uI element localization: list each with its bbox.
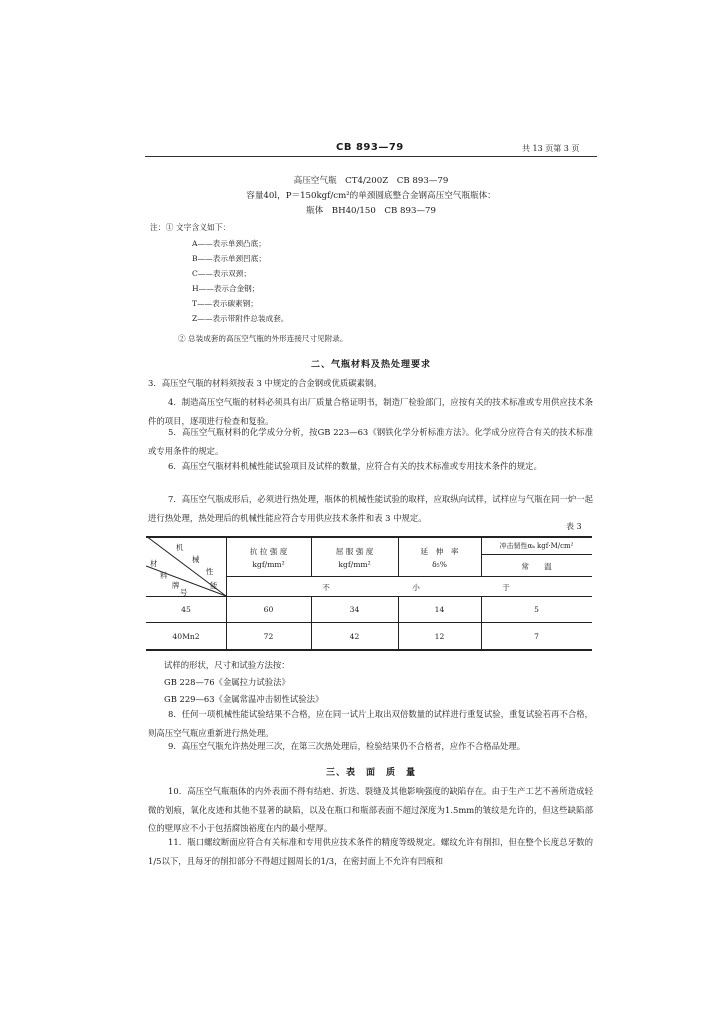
corner-label: 料: [160, 571, 168, 580]
note-item: Z——表示带附件总装成套。: [192, 314, 289, 323]
corner-label: 械: [192, 555, 200, 564]
paragraph-3: 3．高压空气瓶的材料须按表 3 中规定的合金钢或优质碳素钢。: [148, 378, 382, 388]
row-elongation: 12: [434, 632, 445, 641]
test-method-gb229: GB 229—63《金属常温冲击韧性试验法》: [164, 694, 324, 704]
note-item: T——表示碳素钢；: [192, 299, 258, 308]
header-elongation: 延 伸 率: [420, 547, 459, 556]
paragraph-4: 4．制造高压空气瓶的材料必须具有出厂质量合格证明书，制造厂检验部门，应按有关的技术标准或专用供应技术条件的项目，逐项进行检查和复验。: [148, 397, 593, 426]
note-item: A——表示单颈凸底；: [192, 239, 266, 248]
header-impact-sub: 常 温: [521, 562, 552, 571]
header-impact: 冲击韧性αₖ kgf·M/cm²: [499, 542, 574, 550]
page-info: 共 13 页第 3 页: [522, 144, 580, 153]
header-tensile-unit: kgf/mm²: [252, 560, 285, 569]
section-2-title: 二、气瓶材料及热处理要求: [310, 360, 431, 370]
paragraph-10: 10．高压空气瓶瓶体的内外表面不得有结疤、折迭、裂缝及其他影响强度的缺陷存在。由于生产工艺不善所造成轻微的划痕，氧化皮迹和其他不显著的缺陷，以及在瓶口和瓶部表面不超过深度为1.5mm的皱纹是允许的，但这些缺陷部位的壁厚应不小于包括腐蚀裕度在内的最小壁厚。: [148, 786, 593, 833]
paragraph-6: 6．高压空气瓶材料机械性能试验项目及试样的数量，应符合有关的技术标准或专用技术条件的规定。: [168, 461, 542, 471]
corner-label: 材: [150, 559, 158, 568]
row-grade: 40Mn2: [172, 632, 200, 641]
row-yield: 42: [349, 632, 360, 641]
paragraph-9: 9．高压空气瓶允许热处理三次，在第三次热处理后，检验结果仍不合格者，应作不合格品处理。: [168, 741, 526, 751]
row-tensile: 72: [263, 632, 274, 641]
standard-number: CB 893—79: [336, 142, 404, 153]
paragraph-11: 11．瓶口螺纹断面应符合有关标准和专用供应技术条件的精度等级规定。螺纹允许有削扣，但在整个长度总牙数的1/5以下，且每牙的削扣部分不得超过圆周长的1/3，在密封面上不允许有凹痕和: [148, 837, 593, 866]
table-caption: 表 3: [566, 522, 582, 531]
corner-label: 牌: [172, 581, 180, 590]
title-line-1: 高压空气瓶 CT4/200Z CB 893—79: [293, 176, 449, 186]
note-2: ② 总装成套的高压空气瓶的外形连接尺寸见附录。: [178, 334, 348, 343]
corner-label: 性: [206, 567, 214, 576]
header-rule: [145, 156, 597, 157]
corner-label: 机: [176, 543, 184, 552]
span-less: 小: [412, 583, 420, 592]
corner-label: 号: [180, 588, 188, 597]
paragraph-8: 8．任何一项机械性能试验结果不合格，应在同一试片上取出双倍数量的试样进行重复试验，重复试验若再不合格，则高压空气瓶应重新进行热处理。: [148, 709, 593, 738]
header-yield-unit: kgf/mm²: [338, 560, 371, 569]
title-line-2: 容量40l，P＝150kgf/cm²的单颈圆底整合金钢高压空气瓶瓶体：: [246, 191, 496, 201]
span-than: 于: [502, 583, 510, 592]
title-line-3: 瓶体 BH40/150 CB 893—79: [306, 206, 436, 216]
note-item: H——表示合金钢；: [192, 284, 260, 293]
section-3-title: 三、表 面 质 量: [325, 768, 416, 778]
row-impact: 7: [534, 632, 539, 641]
paragraph-5: 5．高压空气瓶材料的化学成分分析，按GB 223—63《钢铁化学分析标准方法》。化学成分应符合有关的技术标准或专用条件的规定。: [148, 427, 593, 456]
header-tensile: 抗 拉 强 度: [249, 547, 288, 556]
properties-table: [146, 536, 592, 650]
row-yield: 34: [349, 605, 360, 614]
span-not: 不: [322, 583, 330, 592]
notes-label: 注：① 文字含义如下：: [150, 223, 231, 232]
paragraph-7: 7．高压空气瓶成形后，必须进行热处理，瓶体的机械性能试验的取样，应取纵向试样，试样应与气瓶在同一炉一起进行热处理，热处理后的机械性能应符合专用供应技术条件和表 3 中规定。: [148, 494, 593, 523]
row-tensile: 60: [263, 605, 274, 614]
row-impact: 5: [534, 605, 539, 614]
header-yield: 屈 服 强 度: [335, 547, 374, 556]
row-grade: 45: [181, 605, 191, 614]
note-item: B——表示单颈凹底；: [192, 254, 266, 263]
header-elongation-unit: δ₅%: [432, 560, 447, 569]
test-method-intro: 试样的形状，尺寸和试验方法按：: [164, 660, 290, 670]
note-item: C——表示双颈；: [192, 269, 251, 278]
row-elongation: 14: [434, 605, 445, 614]
corner-label: 能: [210, 581, 218, 590]
test-method-gb228: GB 228—76《金属拉力试验法》: [164, 677, 290, 687]
